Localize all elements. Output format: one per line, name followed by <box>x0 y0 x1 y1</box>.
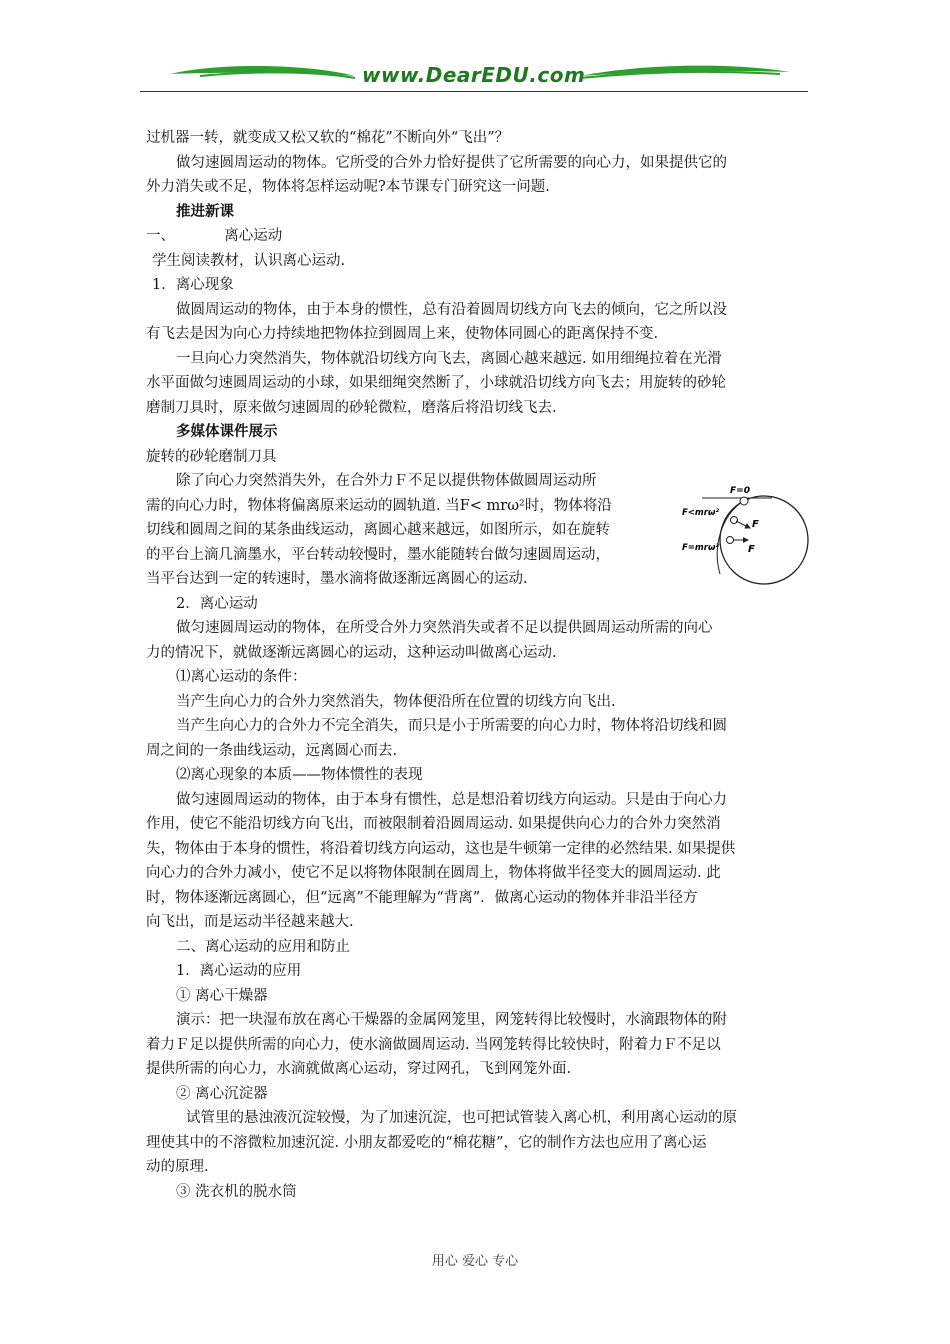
list-item: ③ 洗衣机的脱水筒 <box>176 1183 297 1200</box>
section-number: 一、 <box>146 228 175 244</box>
paragraph-line: 当产生向心力的合外力突然消失，物体便沿所在位置的切线方向飞出. <box>176 693 616 710</box>
list-item: ② 离心沉淀器 <box>176 1085 268 1102</box>
label-force-2: F <box>748 544 755 555</box>
label-f-equal: F=mrω² <box>682 543 720 553</box>
subsection-heading: 1．离心现象 <box>152 277 234 293</box>
label-force-1: F <box>752 519 759 530</box>
list-item: ① 离心干燥器 <box>176 987 268 1004</box>
paragraph-line: 理使其中的不溶微粒加速沉淀. 小朋友都爱吃的“棉花糖”，它的制作方法也应用了离心运 <box>146 1134 707 1151</box>
paragraph-line: 失，物体由于本身的惯性，将沿着切线方向运动，这也是牛顿第一定律的必然结果. 如果提供 <box>146 840 736 857</box>
section-heading: 推进新课 <box>176 202 234 220</box>
paragraph-line: 当平台达到一定的转速时，墨水滴将做逐渐远离圆心的运动. <box>146 571 528 587</box>
paragraph-line: 需的向心力时，物体将偏离原来运动的圆轨道. 当F< mrω²时，物体将沿 <box>146 497 612 514</box>
condition-heading: ⑴离心运动的条件： <box>176 669 307 685</box>
label-f-zero: F=0 <box>730 486 750 496</box>
paragraph-line: 的平台上滴几滴墨水，平台转动较慢时，墨水能随转台做匀速圆周运动， <box>146 546 610 563</box>
paragraph-line: 有飞去是因为向心力持续地把物体拉到圆周上来，使物体同圆心的距离保持不变. <box>146 326 659 342</box>
document-body <box>146 126 810 1204</box>
paragraph-line: 当产生向心力的合外力不完全消失，而只是小于所需要的向心力时，物体将沿切线和圆 <box>176 718 727 734</box>
subsection-heading: 2．离心运动 <box>176 595 258 612</box>
section-title-row <box>146 224 810 249</box>
label-f-less: F<mrω² <box>682 508 720 518</box>
paragraph-line: 时，物体逐渐远离圆心，但“远离”不能理解为“背离”．做离心运动的物体并非沿半径方 <box>146 889 698 906</box>
paragraph-line: 磨制刀具时，原来做匀速圆周的砂轮微粒，磨落后将沿切线飞去. <box>146 399 557 416</box>
circle-orbit-figure <box>682 476 810 586</box>
site-logo-text: www.DearEDU.com <box>362 63 586 87</box>
paragraph-line: 一旦向心力突然消失，物体就沿切线方向飞去，离圆心越来越远. 如用细绳拉着在光滑 <box>176 350 722 367</box>
media-title: 旋转的砂轮磨制刀具 <box>146 448 277 465</box>
paragraph-line: 向心力的合外力减小，使它不足以将物体限制在圆周上，物体将做半径变大的圆周运动. 此 <box>146 865 721 881</box>
paragraph-line: 外力消失或不足，物体将怎样运动呢?本节课专门研究这一问题. <box>146 179 550 195</box>
paragraph-line: 动的原理. <box>146 1159 209 1175</box>
condition-heading: ⑵离心现象的本质——物体惯性的表现 <box>176 767 423 783</box>
paragraph-line: 过机器一转，就变成又松又软的“棉花”不断向外“飞出”？ <box>146 130 510 146</box>
section-heading: 多媒体课件展示 <box>176 423 278 440</box>
paragraph-line: 切线和圆周之间的某条曲线运动，离圆心越来越远，如图所示，如在旋转 <box>146 522 610 538</box>
site-header <box>140 56 810 96</box>
header-rule <box>140 91 808 92</box>
paragraph-line: 学生阅读教材，认识离心运动. <box>152 252 346 269</box>
paragraph-line: 提供所需的向心力，水滴就做离心运动，穿过网孔，飞到网笼外面. <box>146 1061 572 1077</box>
paragraph-line: 做匀速圆周运动的物体，由于本身有惯性，总是想沿着切线方向运动。只是由于向心力 <box>176 791 727 808</box>
paragraph-line: 做匀速圆周运动的物体，在所受合外力突然消失或者不足以提供圆周运动所需的向心 <box>176 620 713 636</box>
paragraph-line: 力的情况下，就做逐渐远离圆心的运动，这种运动叫做离心运动. <box>146 644 557 661</box>
paragraph-line: 除了向心力突然消失外，在合外力Ｆ不足以提供物体做圆周运动所 <box>176 473 597 489</box>
paragraph-line: 向飞出，而是运动半径越来越大. <box>146 914 354 930</box>
section-title: 离心运动 <box>224 228 283 244</box>
paragraph-line: 演示：把一块湿布放在离心干燥器的金属网笼里，网笼转得比较慢时，水滴跟物体的附 <box>176 1012 727 1028</box>
page-footer: 用心 爱心 专心 <box>431 1254 519 1269</box>
paragraph-line: 作用，使它不能沿切线方向飞出，而被限制着沿圆周运动. 如果提供向心力的合外力突然消 <box>146 816 721 832</box>
paragraph-line: 试管里的悬浊液沉淀较慢，为了加速沉淀，也可把试管装入离心机，利用离心运动的原 <box>186 1110 737 1126</box>
section-heading: 二、离心运动的应用和防止 <box>176 938 350 955</box>
paragraph-line: 周之间的一条曲线运动，远离圆心而去. <box>146 742 398 759</box>
paragraph-line: 做圆周运动的物体，由于本身的惯性，总有沿着圆周切线方向飞去的倾向，它之所以没 <box>176 301 727 318</box>
paragraph-line: 做匀速圆周运动的物体。它所受的合外力恰好提供了它所需要的向心力，如果提供它的 <box>176 154 727 171</box>
centrifugal-diagram <box>682 476 810 586</box>
paragraph-line: 着力Ｆ足以提供所需的向心力，使水滴做圆周运动. 当网笼转得比较快时，附着力Ｆ不足以 <box>146 1036 721 1053</box>
subsection-heading: 1．离心运动的应用 <box>176 963 302 979</box>
paragraph-line: 水平面做匀速圆周运动的小球，如果细绳突然断了，小球就沿切线方向飞去；用旋转的砂轮 <box>146 375 726 391</box>
